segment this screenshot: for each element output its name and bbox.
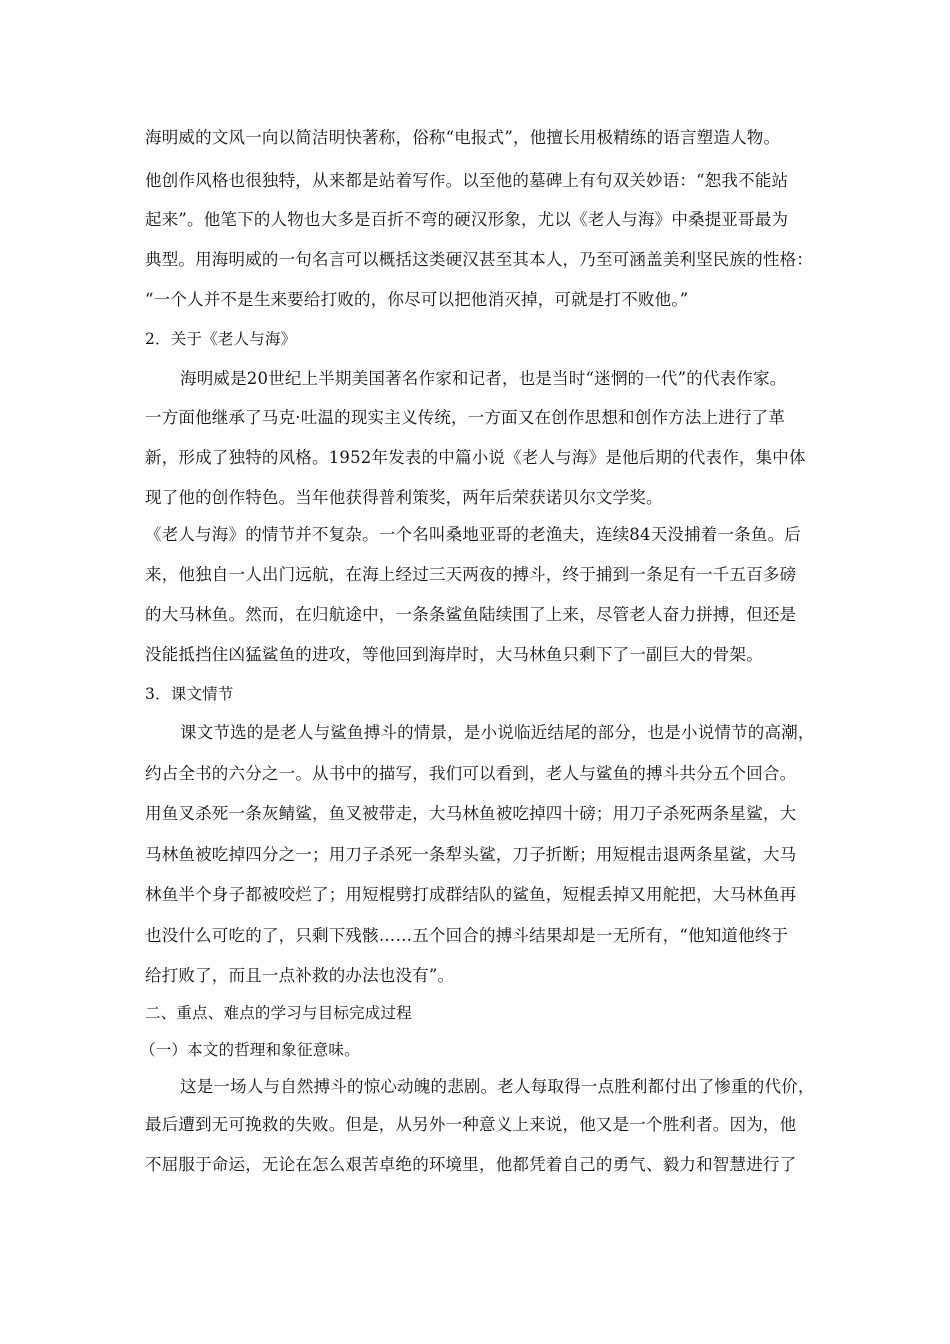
paragraph-line: 这是一场人与自然搏斗的惊心动魄的悲剧。老人每取得一点胜利都付出了惨重的代价， [180,1077,815,1096]
paragraph-line: 约占全书的六分之一。从书中的描写，我们可以看到，老人与鲨鱼的搏斗共分五个回合。 [145,764,797,783]
paragraph-line: 起来”。他笔下的人物也大多是百折不弯的硬汉形象，尤以《老人与海》中桑提亚哥最为 [145,210,789,229]
paragraph-line: 也没什么可吃的了，只剩下残骸……五个回合的搏斗结果却是一无所有，“他知道他终于 [145,926,789,945]
paragraph-line: 来，他独自一人出门远航，在海上经过三天两夜的搏斗，终于捕到一条足有一千五百多磅 [145,565,797,584]
section-heading: 3．课文情节 [145,685,234,703]
paragraph-line: 现了他的创作特色。当年他获得普利策奖，两年后荣获诺贝尔文学奖。 [145,488,663,507]
section-heading: 2．关于《老人与海》 [145,330,297,348]
paragraph-line: 典型。用海明威的一句名言可以概括这类硬汉甚至其本人，乃至可涵盖美利坚民族的性格： [145,250,813,269]
paragraph-line: 一方面他继承了马克·吐温的现实主义传统，一方面又在创作思想和创作方法上进行了革 [145,408,786,427]
paragraph-line: 不屈服于命运，无论在怎么艰苦卓绝的环境里，他都凭着自己的勇气、毅力和智慧进行了 [145,1155,797,1174]
paragraph-line: 马林鱼被吃掉四分之一；用刀子杀死一条犁头鲨，刀子折断；用短棍击退两条星鲨，大马 [145,845,797,864]
subsection-heading: （一）本文的哲理和象征意味。 [140,1041,360,1059]
paragraph-line: 林鱼半个身子都被咬烂了；用短棍劈打成群结队的鲨鱼，短棍丢掉又用舵把，大马林鱼再 [145,885,797,904]
section-heading: 二、重点、难点的学习与目标完成过程 [145,1004,412,1022]
paragraph-line: 他创作风格也很独特，从来都是站着写作。以至他的墓碑上有句双关妙语：“恕我不能站 [145,171,789,190]
paragraph-line: 用鱼叉杀死一条灰鲭鲨，鱼叉被带走，大马林鱼被吃掉四十磅；用刀子杀死两条星鲨，大 [145,804,797,823]
paragraph-line: “一个人并不是生来要给打败的，你尽可以把他消灭掉，可就是打不败他。” [145,290,689,309]
paragraph-line: 没能抵挡住凶猛鲨鱼的进攻，等他回到海岸时，大马林鱼只剩下了一副巨大的骨架。 [145,645,763,664]
paragraph-line: 最后遭到无可挽救的失败。但是，从另外一种意义上来说，他又是一个胜利者。因为，他 [145,1115,797,1134]
paragraph-line: 给打败了，而且一点补救的办法也没有”。 [145,966,455,985]
paragraph-line: 新，形成了独特的风格。1952年发表的中篇小说《老人与海》是他后期的代表作，集中体 [145,448,806,467]
paragraph-line: 海明威是20世纪上半期美国著名作家和记者，也是当时“迷惘的一代”的代表作家。 [180,369,787,388]
paragraph-line: 课文节选的是老人与鲨鱼搏斗的情景，是小说临近结尾的部分，也是小说情节的高潮， [180,723,815,742]
paragraph-line: 海明威的文风一向以简洁明快著称，俗称“电报式”，他擅长用极精练的语言塑造人物。 [145,128,781,147]
paragraph-line: 的大马林鱼。然而，在归航途中，一条条鲨鱼陆续围了上来，尽管老人奋力拼搏，但还是 [145,605,797,624]
paragraph-line: 《老人与海》的情节并不复杂。一个名叫桑地亚哥的老渔夫，连续84天没捕着一条鱼。后 [145,525,801,544]
